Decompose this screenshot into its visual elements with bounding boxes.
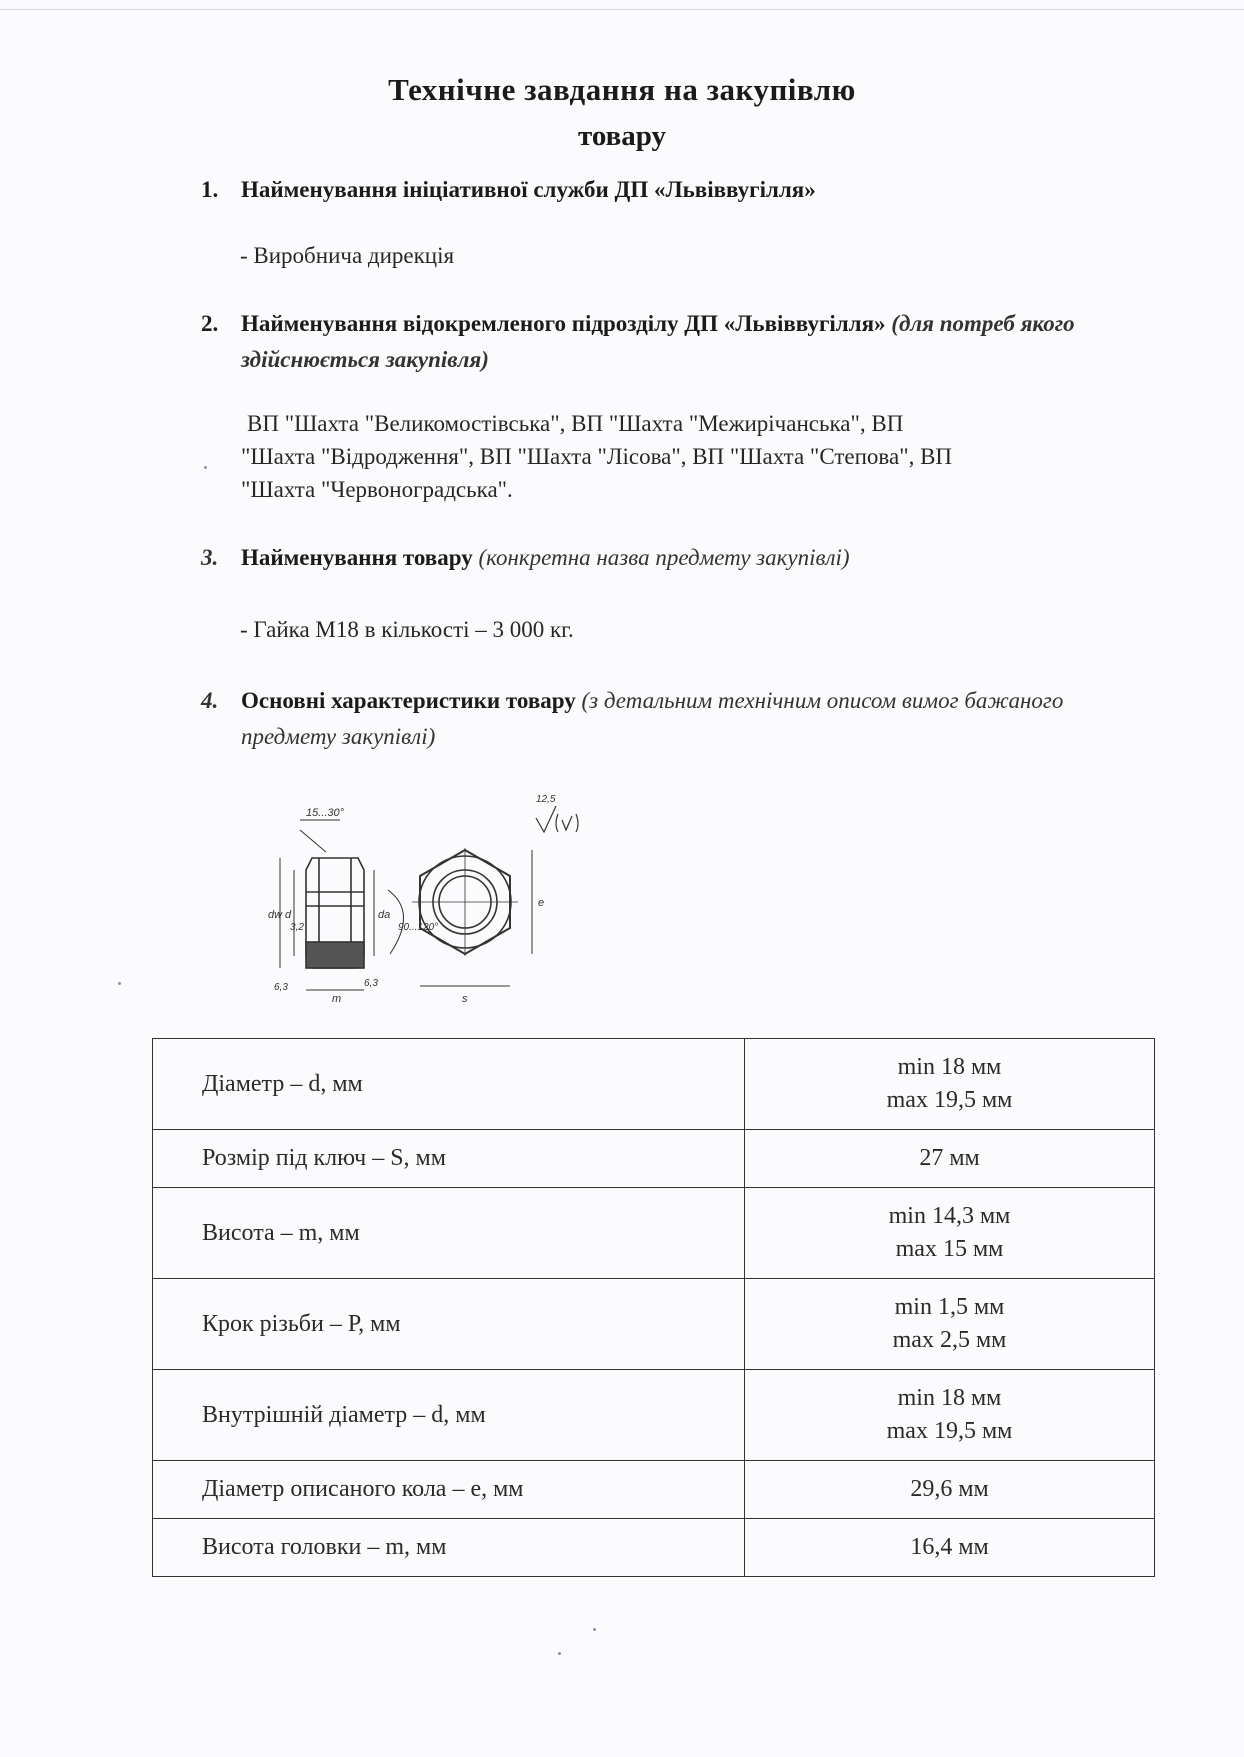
scan-edge-line [0, 9, 1244, 10]
spec-value [745, 1370, 1155, 1461]
spec-value-line1: 27 мм [919, 1145, 980, 1171]
section-number: 1. [201, 177, 219, 202]
spec-label: Діаметр – d, мм [153, 1039, 745, 1130]
table-row [153, 1370, 1155, 1461]
spec-value-line1: min 1,5 мм [894, 1294, 1005, 1320]
spec-value-line2: max 15 мм [895, 1236, 1004, 1262]
scan-speck [593, 1628, 596, 1631]
drawing-label-d: d [285, 909, 292, 921]
section-note: (з детальним технічним описом вимог бажаного предмету закупівлі) [241, 688, 1064, 749]
spec-value [745, 1188, 1155, 1279]
spec-value [745, 1279, 1155, 1370]
table-row [153, 1519, 1155, 1577]
spec-label: Висота – m, мм [153, 1188, 745, 1279]
document-title-line2: товару [577, 120, 667, 152]
drawing-label-angle-side: 90...120° [398, 922, 439, 933]
nut-top-view [412, 806, 578, 986]
spec-label: Висота головки – m, мм [153, 1519, 745, 1577]
spec-value-line2: max 19,5 мм [886, 1087, 1013, 1113]
drawing-label-angle-top: 15...30° [306, 807, 345, 819]
spec-value-line1: min 18 мм [897, 1054, 1002, 1080]
spec-label: Діаметр описаного кола – e, мм [153, 1461, 745, 1519]
table-row [153, 1039, 1155, 1130]
section-3-item: - Гайка М18 в кількості – 3 000 кг. [240, 617, 574, 642]
table-row [153, 1188, 1155, 1279]
section-2-text-line1: ВП "Шахта "Великомостівська", ВП "Шахта "Межирічанська", ВП [247, 411, 904, 436]
spec-label: Розмір під ключ – S, мм [153, 1130, 745, 1188]
spec-label: Крок різьби – Р, мм [153, 1279, 745, 1370]
section-1-item: - Виробнича дирекція [240, 243, 455, 268]
drawing-label-roughness-32: 3,2 [290, 922, 304, 933]
drawing-label-dw: dw [268, 909, 283, 921]
spec-value [745, 1130, 1155, 1188]
scan-speck [204, 466, 207, 469]
section-heading: Найменування ініціативної служби ДП «Львіввугілля» [241, 177, 816, 202]
section-3 [201, 540, 1141, 576]
scan-speck [558, 1652, 561, 1655]
spec-value-line1: min 18 мм [897, 1385, 1002, 1411]
section-heading: Основні характеристики товару [241, 688, 576, 713]
section-heading: Найменування товару [241, 545, 473, 570]
spec-value-line2: max 19,5 мм [886, 1418, 1013, 1444]
spec-value [745, 1461, 1155, 1519]
spec-table [152, 1038, 1155, 1577]
section-note: (конкретна назва предмету закупівлі) [478, 545, 850, 570]
drawing-label-roughness-63a: 6,3 [274, 982, 288, 993]
section-2-text-line2: "Шахта "Відродження", ВП "Шахта "Лісова", ВП "Шахта "Степова", ВП [241, 444, 953, 469]
section-heading: Найменування відокремленого підрозділу ДП «Львіввугілля» [241, 311, 886, 336]
table-row [153, 1461, 1155, 1519]
section-number: 2. [201, 311, 219, 336]
spec-value-line1: 29,6 мм [910, 1476, 989, 1502]
document-title: Технічне завдання на закупівлю [388, 72, 856, 107]
hex-nut-drawing [240, 790, 635, 1015]
section-number: 4. [201, 688, 219, 713]
drawing-label-e: e [538, 897, 545, 909]
section-2 [201, 306, 1141, 378]
table-row [153, 1130, 1155, 1188]
spec-value [745, 1039, 1155, 1130]
section-1 [201, 172, 1141, 208]
spec-value [745, 1519, 1155, 1577]
spec-value-line1: min 14,3 мм [888, 1203, 1011, 1229]
section-note: (для потреб якого здійснюється закупівля) [241, 311, 1075, 372]
drawing-label-roughness-63b: 6,3 [364, 978, 378, 989]
spec-value-line1: 16,4 мм [910, 1534, 989, 1560]
scan-speck [118, 982, 121, 985]
section-number: 3. [201, 545, 219, 570]
drawing-label-roughness: 12,5 [536, 794, 556, 805]
drawing-label-s: s [462, 993, 468, 1005]
section-2-text-line3: "Шахта "Червоноградська". [241, 477, 513, 502]
drawing-label-da: da [378, 909, 391, 921]
section-4 [201, 683, 1141, 755]
spec-value-line2: max 2,5 мм [892, 1327, 1007, 1353]
table-row [153, 1279, 1155, 1370]
drawing-label-m: m [332, 993, 342, 1005]
nut-side-view [280, 820, 404, 990]
spec-label: Внутрішній діаметр – d, мм [153, 1370, 745, 1461]
